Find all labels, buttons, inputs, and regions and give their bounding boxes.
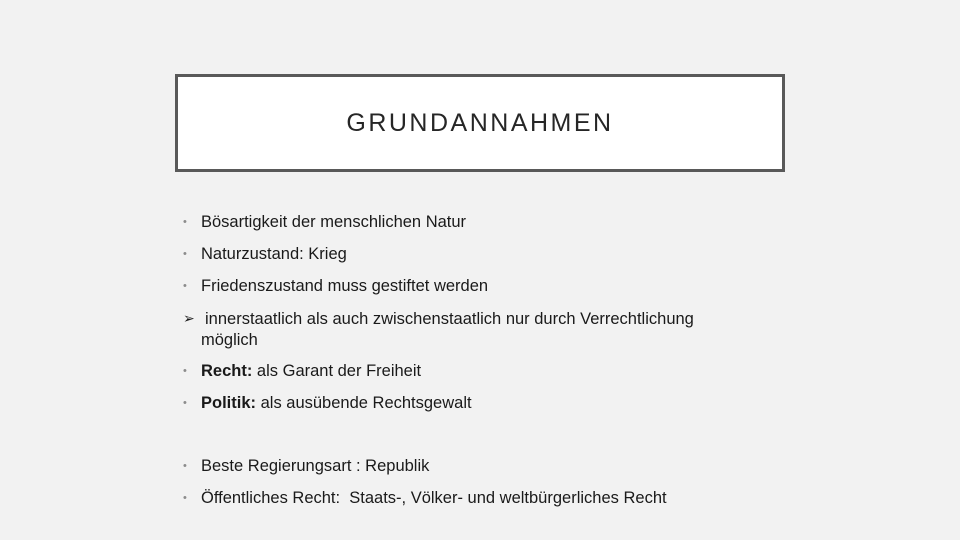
arrow-list-item xyxy=(183,308,803,351)
list-item-text: als Garant der Freiheit xyxy=(252,362,422,380)
list-item-text: Naturzustand: Krieg xyxy=(201,245,347,263)
list-item-text: Beste Regierungsart : Republik xyxy=(201,457,430,475)
list-item-text: Bösartigkeit der menschlichen Natur xyxy=(201,213,467,231)
list-item-text: Friedenszustand muss gestiftet werden xyxy=(201,277,489,295)
list-item xyxy=(183,393,803,414)
list-item-label: Recht: xyxy=(201,362,253,380)
list-item-label: Politik: xyxy=(201,394,257,412)
list-item xyxy=(183,276,803,297)
arrow-item-line1: innerstaatlich als auch zwischenstaatlich nur durch Verrechtlichung xyxy=(205,310,694,328)
bullet-icon: • xyxy=(183,492,187,504)
bullet-icon: • xyxy=(183,397,187,409)
list-item-text: Öffentliches Recht: Staats-, Völker- und weltbürgerliches Recht xyxy=(201,489,667,507)
bullet-icon: • xyxy=(183,365,187,377)
list-item xyxy=(183,244,803,265)
bullet-icon: • xyxy=(183,280,187,292)
arrow-bullet-icon: ➢ xyxy=(183,310,195,326)
slide-title: GRUNDANNAHMEN xyxy=(346,108,614,137)
bullet-icon: • xyxy=(183,216,187,228)
list-item xyxy=(183,488,803,509)
title-box xyxy=(175,74,785,172)
list-item-text: als ausübende Rechtsgewalt xyxy=(256,394,472,412)
list-item xyxy=(183,212,803,233)
list-item xyxy=(183,456,803,477)
arrow-item-line2: möglich xyxy=(201,331,258,349)
bullet-icon: • xyxy=(183,460,187,472)
list-item xyxy=(183,361,803,382)
bullet-icon: • xyxy=(183,248,187,260)
